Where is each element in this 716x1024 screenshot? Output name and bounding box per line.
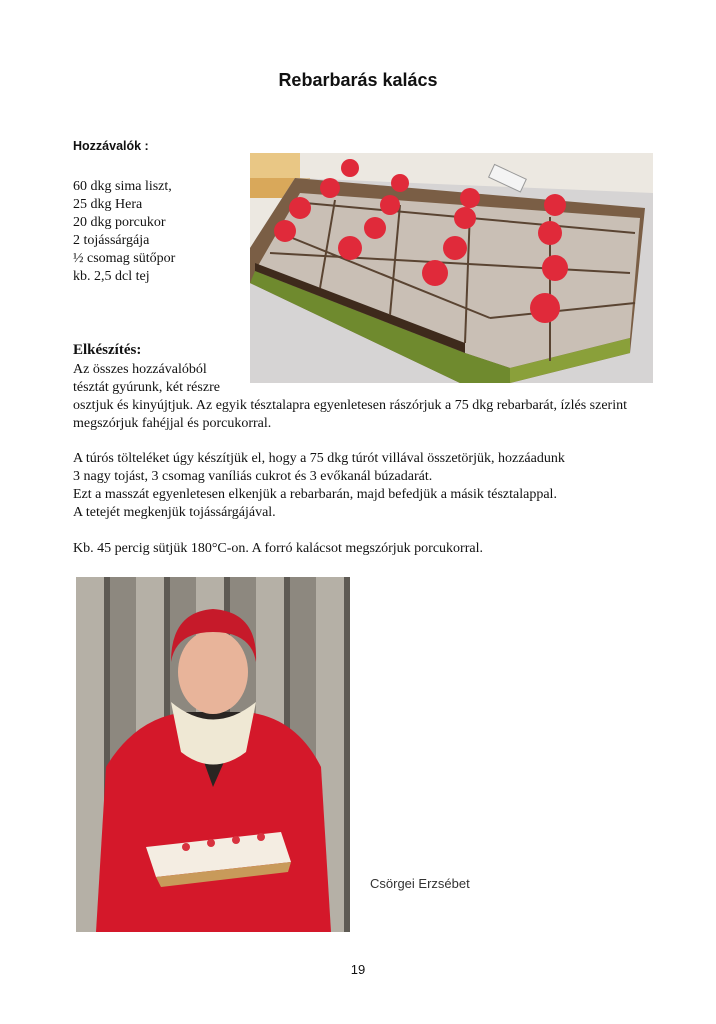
paragraph-line: 3 nagy tojást, 3 csomag vaníliás cukrot és 3 evőkanál búzadarát.	[73, 469, 433, 484]
preparation-text: osztjuk és kinyújtjuk. Az egyik tésztalapra egyenletesen rászórjuk a 75 dkg rebarbarát, ízlés szerint megszórjuk fahéjjal és porcukorral.	[73, 398, 627, 431]
ingredients-heading: Hozzávalók :	[73, 139, 149, 153]
filling-paragraph	[73, 450, 658, 522]
ingredient-item: kb. 2,5 dcl tej	[73, 269, 150, 284]
cake-photo	[250, 153, 653, 383]
paragraph-line: A túrós tölteléket úgy készítjük el, hogy a 75 dkg túrót villával összetörjük, hozzáadunk	[73, 451, 565, 466]
paragraph-line: Ezt a masszát egyenletesen elkenjük a rebarbarán, majd befedjük a másik tésztalappal.	[73, 487, 557, 502]
author-photo	[76, 577, 350, 932]
ingredient-item: 2 tojássárgája	[73, 233, 150, 248]
preparation-text-line: tésztát gyúrunk, két részre	[73, 380, 220, 395]
preparation-text-line: Az összes hozzávalóból	[73, 362, 207, 377]
paragraph-line: A tetejét megkenjük tojássárgájával.	[73, 505, 276, 520]
ingredient-item: ½ csomag sütőpor	[73, 251, 176, 266]
photo-caption: Csörgei Erzsébet	[370, 876, 470, 891]
preparation-heading: Elkészítés:	[73, 342, 142, 358]
page-title: Rebarbarás kalács	[278, 70, 438, 90]
ingredient-item: 20 dkg porcukor	[73, 215, 166, 230]
baking-paragraph: Kb. 45 percig sütjük 180°C-on. A forró kalácsot megszórjuk porcukorral.	[73, 541, 483, 556]
ingredient-item: 60 dkg sima liszt,	[73, 179, 172, 194]
page-number: 19	[350, 962, 366, 977]
ingredient-item: 25 dkg Hera	[73, 197, 143, 212]
ingredients-list	[73, 178, 175, 286]
